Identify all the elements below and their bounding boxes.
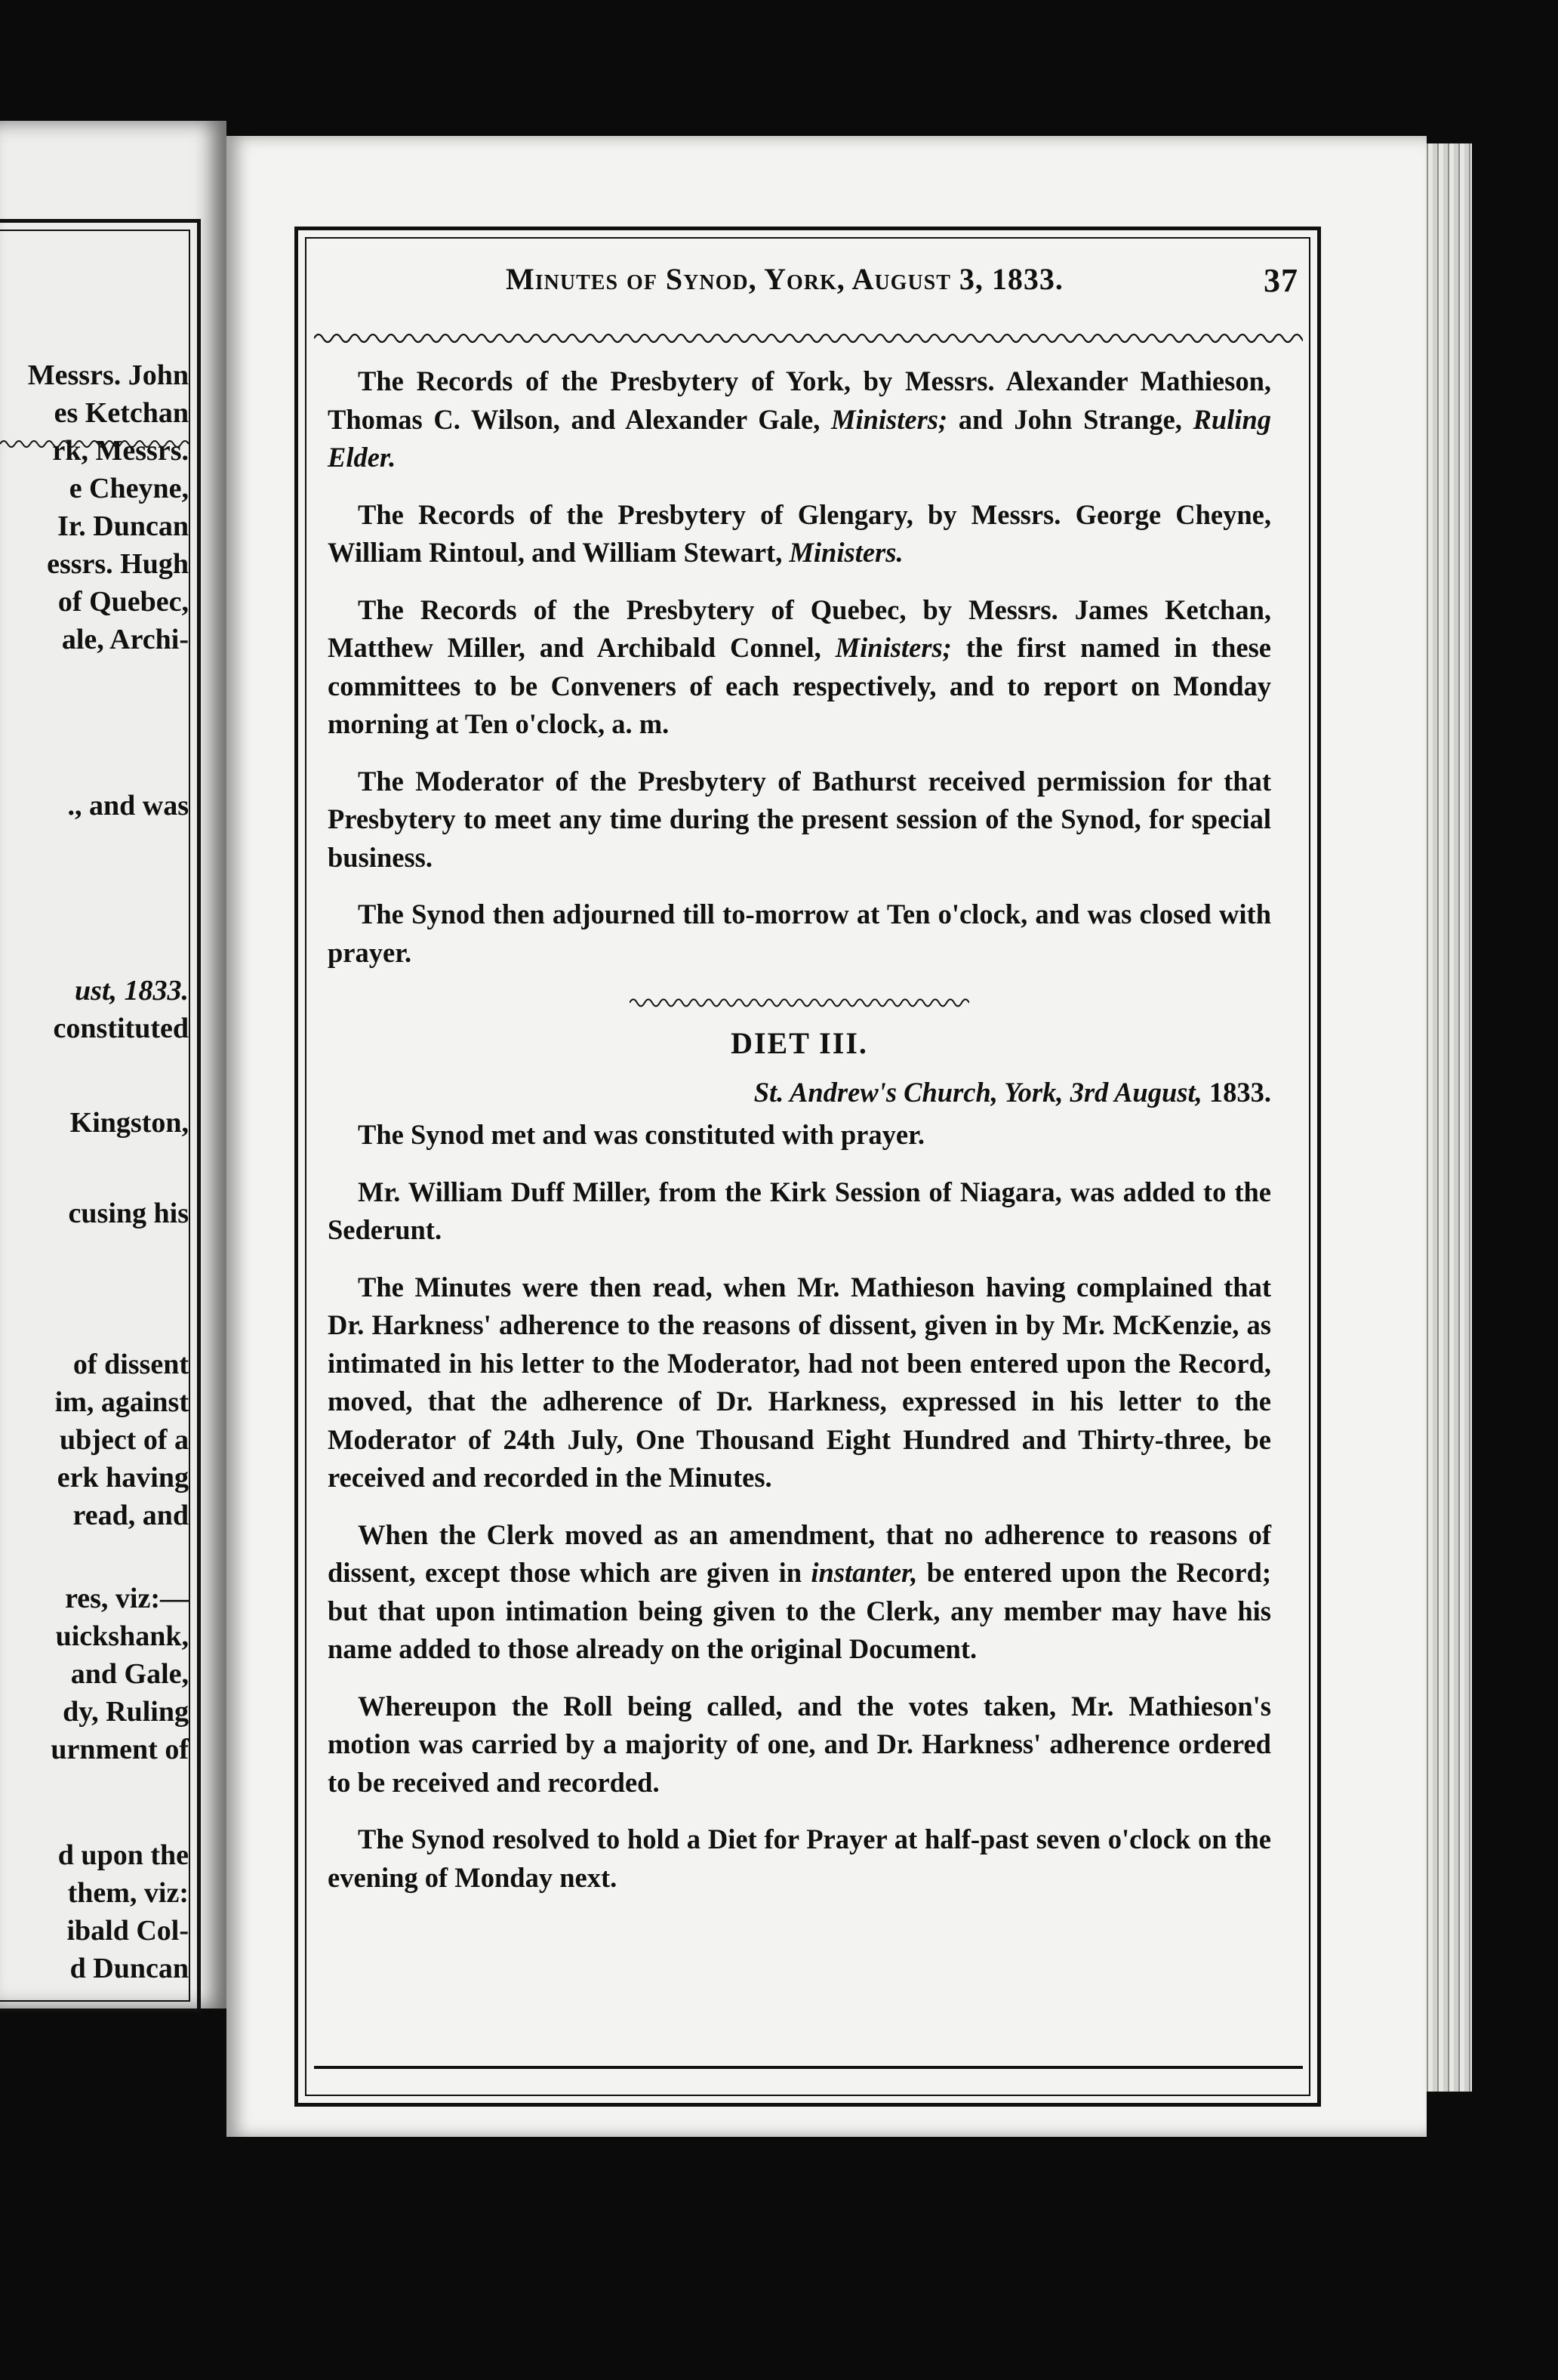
- left-line: read, and: [72, 1500, 189, 1531]
- left-line: ale, Archi-: [61, 624, 189, 655]
- left-line: cusing his: [68, 1198, 189, 1229]
- header-wave-rule: [314, 329, 1303, 347]
- left-line: im, against: [54, 1386, 189, 1418]
- paragraph-amendment: When the Clerk moved as an amendment, that no adherence to reasons of dissent, except those which are given in instanter, be entered upon the Record; but that upon intimation being given to the Clerk, any member may have his name added to those already on the original Document.: [328, 1518, 1271, 1664]
- left-page-text: [0, 121, 189, 2009]
- paragraph-synod-met: The Synod met and was constituted with prayer.: [358, 1119, 925, 1150]
- left-line: e Cheyne,: [69, 473, 189, 504]
- book-page: [226, 136, 1427, 2137]
- left-line: erk having: [57, 1462, 189, 1494]
- paragraph-bathurst-permission: The Moderator of the Presbytery of Bathurst received permission for that Presbytery to meet any time during the present session of the Synod, for special business.: [328, 765, 1271, 873]
- page-number: 37: [1264, 262, 1298, 299]
- left-line: them, viz:: [67, 1877, 189, 1909]
- paragraph-glengary-records: The Records of the Presbytery of Glengary, by Messrs. George Cheyne, William Rintoul, and William Stewart, Ministers.: [328, 498, 1271, 568]
- diet-place-date: St. Andrew's Church, York, 3rd August, 1833.: [753, 1076, 1271, 1108]
- paragraph-diet-for-prayer: The Synod resolved to hold a Diet for Prayer at half-past seven o'clock on the evening of Monday next.: [328, 1824, 1271, 1893]
- left-line: d upon the: [57, 1839, 189, 1871]
- left-line: urnment of: [51, 1734, 189, 1765]
- paragraph-minutes-read: The Minutes were then read, when Mr. Mathieson having complained that Dr. Harkness' adherence to the reasons of dissent, given in by Mr. McKenzie, as intimated in his letter to the Moderator, had not been entered upon the Record, moved, that the adherence of Dr. Harkness, expressed in his letter to the Moderator of 24th July, One Thousand Eight Hundred and Thirty-three, be received and recorded in the Minutes.: [328, 1271, 1271, 1493]
- paragraph-york-records: The Records of the Presbytery of York, by Messrs. Alexander Mathieson, Thomas C. Wilson, and Alexander Gale, Ministers; and John Strange, Ruling Elder.: [328, 365, 1271, 473]
- page-body: [328, 362, 1271, 1916]
- left-line: constituted: [53, 1013, 189, 1044]
- running-title: Minutes of Synod, York, August 3, 1833.: [506, 262, 1064, 296]
- left-line: Messrs. John: [27, 359, 189, 391]
- left-line: essrs. Hugh: [47, 548, 189, 580]
- left-line: ., and was: [67, 790, 189, 822]
- left-line: es Ketchan: [54, 397, 189, 429]
- left-line: ubject of a: [60, 1424, 189, 1456]
- left-line: rk, Messrs.: [52, 435, 189, 467]
- left-line: ibald Col-: [66, 1915, 189, 1947]
- section-wave-rule: [630, 994, 969, 1011]
- left-line: Ir. Duncan: [57, 510, 189, 542]
- left-line: dy, Ruling: [63, 1696, 189, 1728]
- paragraph-quebec-records: The Records of the Presbytery of Quebec, by Messrs. James Ketchan, Matthew Miller, and Archibald Connel, Ministers; the first named in these committees to be Conveners of each respectively, and to report on Monday morning at Ten o'clock, a. m.: [328, 593, 1271, 739]
- paragraph-sederunt: Mr. William Duff Miller, from the Kirk Session of Niagara, was added to the Sederunt.: [328, 1176, 1271, 1245]
- left-page-fragment: [0, 121, 226, 2009]
- bottom-rule: [314, 2066, 1303, 2069]
- left-line: Kingston,: [69, 1107, 189, 1139]
- left-line: and Gale,: [70, 1658, 189, 1690]
- paragraph-adjourned: The Synod then adjourned till to-morrow at Ten o'clock, and was closed with prayer.: [328, 899, 1271, 968]
- left-line: uickshank,: [55, 1620, 189, 1652]
- diet-heading: DIET III.: [731, 1026, 868, 1060]
- left-line: ust, 1833.: [75, 975, 189, 1007]
- left-line: of dissent: [72, 1349, 189, 1380]
- running-header: [506, 261, 1298, 307]
- left-line: res, viz:—: [65, 1583, 189, 1614]
- left-line: of Quebec,: [57, 586, 189, 618]
- paragraph-roll-called: Whereupon the Roll being called, and the votes taken, Mr. Mathieson's motion was carried by a majority of one, and Dr. Harkness' adherence ordered to be received and recorded.: [328, 1690, 1271, 1798]
- left-line: d Duncan: [69, 1953, 189, 1984]
